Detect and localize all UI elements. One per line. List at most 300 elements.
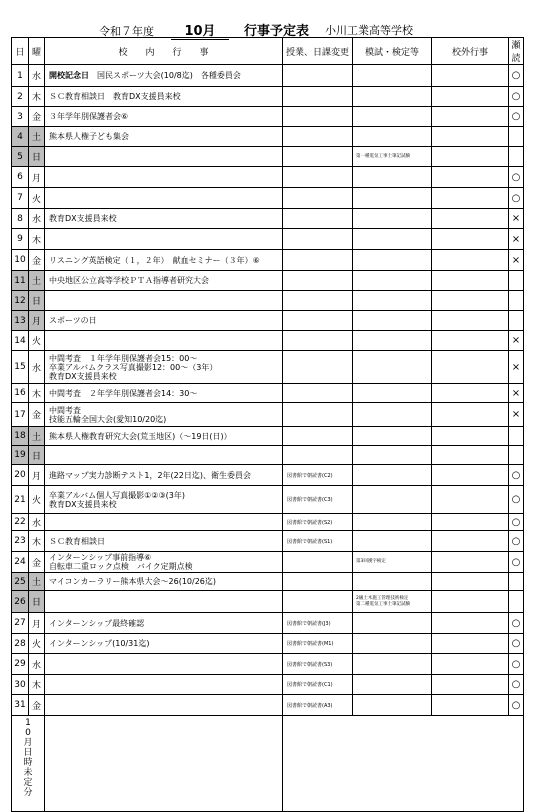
event-text: 技能五輪全国大会(愛知10/20迄): [49, 414, 167, 424]
event-text: ＳＣ教育相談日: [49, 536, 105, 546]
outside-cell: [432, 446, 509, 465]
class-change-cell: [283, 87, 353, 107]
events-cell: [45, 147, 283, 167]
exams-cell: [353, 127, 432, 147]
outside-cell: [432, 531, 509, 552]
akahi-mark: [509, 427, 524, 446]
table-row: [12, 634, 524, 654]
outside-cell: [432, 250, 509, 271]
akahi-mark: [509, 291, 524, 311]
day-cell: 16: [12, 384, 29, 403]
memo-char: 日: [23, 748, 33, 758]
exams-cell: [353, 654, 432, 675]
memo-char: 定: [23, 778, 33, 788]
table-row: [12, 465, 524, 486]
outside-cell: [432, 107, 509, 127]
outside-cell: [432, 486, 509, 514]
table-row: [12, 167, 524, 188]
schedule-table: [11, 37, 524, 812]
day-cell: 23: [12, 531, 29, 552]
weekday-cell: 月: [29, 613, 45, 634]
events-cell: [45, 87, 283, 107]
events-cell: [45, 188, 283, 209]
table-row: [12, 514, 524, 531]
col-exams: 模試・検定等: [353, 38, 432, 65]
outside-cell: [432, 127, 509, 147]
exams-cell: [353, 311, 432, 331]
exams-cell: [353, 465, 432, 486]
akahi-mark: ○: [509, 107, 524, 127]
memo-char: 月: [23, 738, 33, 748]
exams-cell: [353, 446, 432, 465]
day-cell: 25: [12, 573, 29, 591]
day-cell: 20: [12, 465, 29, 486]
memo-char: 0: [25, 728, 31, 738]
event-lead: 開校記念日: [49, 71, 89, 80]
class-change-cell: [283, 552, 353, 573]
exam-text: 第3回漢字検定: [356, 559, 386, 564]
exams-cell: [353, 695, 432, 716]
events-cell: [45, 291, 283, 311]
outside-cell: [432, 384, 509, 403]
exams-cell: [353, 634, 432, 654]
events-cell: [45, 65, 283, 87]
akahi-mark: [509, 311, 524, 331]
col-events: 校 内 行 事: [45, 38, 283, 65]
weekday-cell: 木: [29, 87, 45, 107]
col-outside: 校外行事: [432, 38, 509, 65]
akahi-mark: [509, 127, 524, 147]
table-row: [12, 271, 524, 291]
table-row: [12, 291, 524, 311]
weekday-cell: 金: [29, 403, 45, 427]
exams-cell: [353, 384, 432, 403]
class-change-cell: [283, 107, 353, 127]
events-cell: [45, 403, 283, 427]
day-cell: 19: [12, 446, 29, 465]
table-row: [12, 446, 524, 465]
outside-cell: [432, 331, 509, 351]
events-cell: [45, 311, 283, 331]
events-cell: [45, 167, 283, 188]
day-cell: 18: [12, 427, 29, 446]
akahi-mark: ○: [509, 87, 524, 107]
class-change-cell: [283, 127, 353, 147]
akahi-mark: ×: [509, 250, 524, 271]
exams-cell: [353, 167, 432, 188]
table-row: [12, 127, 524, 147]
events-cell: [45, 465, 283, 486]
memo-char: 分: [23, 788, 33, 798]
memo-other: [283, 716, 524, 812]
event-text: マイコンカーラリー熊本県大会～26(10/26迄): [49, 577, 216, 586]
outside-cell: [432, 573, 509, 591]
exams-cell: [353, 107, 432, 127]
outside-cell: [432, 188, 509, 209]
akahi-mark: ○: [509, 531, 524, 552]
events-cell: [45, 634, 283, 654]
event-text: ３年学年別保護者会⑥: [49, 112, 129, 121]
table-row: [12, 675, 524, 695]
akahi-mark: ○: [509, 695, 524, 716]
exams-cell: [353, 188, 432, 209]
outside-cell: [432, 675, 509, 695]
weekday-cell: 水: [29, 209, 45, 229]
exams-cell: [353, 514, 432, 531]
weekday-cell: 火: [29, 188, 45, 209]
akahi-mark: ○: [509, 514, 524, 531]
weekday-cell: 月: [29, 167, 45, 188]
event-text: 中間考査 １年学年別保護者会15：00～: [49, 353, 198, 363]
akahi-mark: ×: [509, 384, 524, 403]
events-cell: [45, 229, 283, 250]
events-cell: [45, 331, 283, 351]
weekday-cell: 火: [29, 331, 45, 351]
class-change-cell: 図書館で朝読書(A3): [283, 695, 353, 716]
day-cell: 3: [12, 107, 29, 127]
class-change-cell: 図書館で朝読書(S3): [283, 654, 353, 675]
day-cell: 8: [12, 209, 29, 229]
events-cell: [45, 573, 283, 591]
class-change-cell: [283, 229, 353, 250]
table-row: [12, 87, 524, 107]
day-cell: 30: [12, 675, 29, 695]
outside-cell: [432, 291, 509, 311]
weekday-cell: 木: [29, 384, 45, 403]
exams-cell: [353, 351, 432, 384]
weekday-cell: 土: [29, 573, 45, 591]
table-row: [12, 209, 524, 229]
class-change-cell: [283, 167, 353, 188]
akahi-mark: [509, 147, 524, 167]
akahi-mark: ×: [509, 209, 524, 229]
outside-cell: [432, 613, 509, 634]
table-row: [12, 591, 524, 613]
weekday-cell: 日: [29, 147, 45, 167]
exams-cell: [353, 87, 432, 107]
table-row: [12, 351, 524, 384]
events-cell: [45, 695, 283, 716]
events-cell: [45, 351, 283, 384]
col-akahi: 瀬読: [509, 38, 524, 65]
event-text: 進路マップ実力診断テスト1，2年(22日迄)、衛生委員会: [49, 470, 251, 480]
day-cell: 31: [12, 695, 29, 716]
exam-text: 2級土木施工管理技術検定: [356, 595, 409, 601]
weekday-cell: 日: [29, 291, 45, 311]
event-text: 熊本県人権子ども集会: [49, 132, 129, 141]
class-change-cell: [283, 311, 353, 331]
day-cell: 7: [12, 188, 29, 209]
page-title: 行事予定表: [244, 24, 310, 39]
event-text: 中央地区公立高等学校ＰＴＡ指導者研究大会: [49, 276, 209, 285]
event-text: 教育DX支援員来校: [49, 371, 117, 381]
col-day: 日: [12, 38, 29, 65]
table-row: [12, 427, 524, 446]
day-cell: 21: [12, 486, 29, 514]
day-cell: 9: [12, 229, 29, 250]
school-name: 小川工業高等学校: [325, 24, 413, 37]
weekday-cell: 火: [29, 486, 45, 514]
table-row: [12, 65, 524, 87]
day-cell: 4: [12, 127, 29, 147]
class-change-cell: [283, 403, 353, 427]
outside-cell: [432, 147, 509, 167]
exams-cell: [353, 331, 432, 351]
table-row: [12, 695, 524, 716]
outside-cell: [432, 591, 509, 613]
akahi-mark: ×: [509, 331, 524, 351]
akahi-mark: ○: [509, 552, 524, 573]
class-change-cell: [283, 271, 353, 291]
class-change-cell: [283, 427, 353, 446]
akahi-mark: ○: [509, 613, 524, 634]
weekday-cell: 土: [29, 127, 45, 147]
exams-cell: [353, 675, 432, 695]
akahi-mark: ○: [509, 65, 524, 87]
akahi-mark: ○: [509, 167, 524, 188]
event-text: 教育DX支援員来校: [49, 214, 117, 223]
day-cell: 11: [12, 271, 29, 291]
weekday-cell: 水: [29, 514, 45, 531]
class-change-cell: 図書館で朝読書(C1): [283, 675, 353, 695]
outside-cell: [432, 552, 509, 573]
exams-cell: [353, 531, 432, 552]
akahi-mark: ○: [509, 188, 524, 209]
outside-cell: [432, 351, 509, 384]
day-cell: 29: [12, 654, 29, 675]
day-cell: 2: [12, 87, 29, 107]
event-text: スポーツの日: [49, 316, 97, 325]
class-change-cell: [283, 65, 353, 87]
outside-cell: [432, 167, 509, 188]
akahi-mark: [509, 446, 524, 465]
exams-cell: [353, 427, 432, 446]
class-change-cell: 図書館で朝読書(S2): [283, 514, 353, 531]
day-cell: 13: [12, 311, 29, 331]
day-cell: 24: [12, 552, 29, 573]
weekday-cell: 水: [29, 654, 45, 675]
exams-cell: [353, 271, 432, 291]
class-change-cell: [283, 384, 353, 403]
event-text: 卒業アルバム個人写真撮影①②③(3年): [49, 490, 185, 500]
akahi-mark: ○: [509, 654, 524, 675]
exam-text: 第一種電気工事士筆記試験: [356, 153, 410, 159]
weekday-cell: 水: [29, 351, 45, 384]
event-text: 国民スポーツ大会(10/8迄) 各種委員会: [89, 71, 241, 80]
exams-cell: [353, 613, 432, 634]
day-cell: 22: [12, 514, 29, 531]
outside-cell: [432, 427, 509, 446]
outside-cell: [432, 514, 509, 531]
table-row: [12, 107, 524, 127]
class-change-cell: 図書館で朝読書(C3): [283, 486, 353, 514]
exam-text: 第二種電気工事士筆記試験: [356, 601, 410, 607]
events-cell: [45, 127, 283, 147]
exams-cell: [353, 552, 432, 573]
events-cell: [45, 591, 283, 613]
exams-cell: [353, 573, 432, 591]
events-cell: [45, 271, 283, 291]
event-text: 卒業アルバムクラス写真撮影12：00～（3年）: [49, 362, 218, 372]
outside-cell: [432, 271, 509, 291]
class-change-cell: [283, 591, 353, 613]
events-cell: [45, 486, 283, 514]
weekday-cell: 金: [29, 107, 45, 127]
memo-events: [45, 716, 283, 812]
exams-cell: [353, 147, 432, 167]
table-row: [12, 147, 524, 167]
class-change-cell: [283, 147, 353, 167]
akahi-mark: [509, 573, 524, 591]
events-cell: [45, 427, 283, 446]
events-cell: [45, 675, 283, 695]
table-row: [12, 552, 524, 573]
day-cell: 15: [12, 351, 29, 384]
table-row: [12, 573, 524, 591]
event-text: インターンシップ(10/31迄): [49, 639, 150, 648]
table-row: [12, 331, 524, 351]
day-cell: 12: [12, 291, 29, 311]
class-change-cell: [283, 573, 353, 591]
table-row: [12, 613, 524, 634]
outside-cell: [432, 695, 509, 716]
event-text: 中間考査 ２年学年別保護者会14：30～: [49, 388, 198, 398]
events-cell: [45, 384, 283, 403]
class-change-cell: [283, 209, 353, 229]
akahi-mark: ○: [509, 675, 524, 695]
weekday-cell: 土: [29, 427, 45, 446]
day-cell: 26: [12, 591, 29, 613]
outside-cell: [432, 229, 509, 250]
day-cell: 27: [12, 613, 29, 634]
day-cell: 28: [12, 634, 29, 654]
class-change-cell: 図書館で朝読書(J3): [283, 613, 353, 634]
akahi-mark: ×: [509, 351, 524, 384]
weekday-cell: 月: [29, 311, 45, 331]
day-cell: 17: [12, 403, 29, 427]
table-row: [12, 384, 524, 403]
akahi-mark: ○: [509, 634, 524, 654]
table-row: [12, 250, 524, 271]
akahi-mark: ○: [509, 465, 524, 486]
weekday-cell: 金: [29, 250, 45, 271]
schedule-body: [12, 65, 524, 716]
event-text: リスニング英語検定（１，２年） 献血セミナー（３年）⑥: [49, 255, 260, 265]
event-text: 中間考査: [49, 405, 81, 415]
outside-cell: [432, 87, 509, 107]
weekday-cell: 日: [29, 591, 45, 613]
outside-cell: [432, 209, 509, 229]
exams-cell: [353, 486, 432, 514]
weekday-cell: 日: [29, 446, 45, 465]
weekday-cell: 土: [29, 271, 45, 291]
exams-cell: [353, 403, 432, 427]
outside-cell: [432, 654, 509, 675]
weekday-cell: 月: [29, 465, 45, 486]
events-cell: [45, 107, 283, 127]
class-change-cell: 図書館で朝読書(S1): [283, 531, 353, 552]
day-cell: 5: [12, 147, 29, 167]
events-cell: [45, 531, 283, 552]
class-change-cell: 図書館で朝読書(C2): [283, 465, 353, 486]
events-cell: [45, 654, 283, 675]
events-cell: [45, 250, 283, 271]
memo-char: 1: [25, 718, 31, 728]
akahi-mark: [509, 591, 524, 613]
class-change-cell: [283, 291, 353, 311]
event-text: 熊本県人権教育研究大会(荒玉地区)（～19日(日)）: [49, 431, 232, 441]
event-text: インターンシップ最終確認: [49, 618, 145, 628]
col-weekday: 曜: [29, 38, 45, 65]
class-change-cell: [283, 446, 353, 465]
col-class-change: 授業、日課変更: [283, 38, 353, 65]
class-change-cell: [283, 331, 353, 351]
weekday-cell: 木: [29, 675, 45, 695]
outside-cell: [432, 465, 509, 486]
month-label: 10月: [171, 20, 229, 40]
memo-char: 時: [23, 758, 33, 768]
table-row: [12, 486, 524, 514]
memo-char: 未: [23, 768, 33, 778]
memo-label: [12, 716, 45, 812]
weekday-cell: 金: [29, 552, 45, 573]
class-change-cell: 図書館で朝読書(M1): [283, 634, 353, 654]
table-row: [12, 229, 524, 250]
events-cell: [45, 514, 283, 531]
table-row: [12, 188, 524, 209]
exams-cell: [353, 250, 432, 271]
class-change-cell: [283, 188, 353, 209]
outside-cell: [432, 403, 509, 427]
exams-cell: [353, 209, 432, 229]
akahi-mark: ×: [509, 403, 524, 427]
header-row: [12, 38, 524, 65]
events-cell: [45, 209, 283, 229]
memo-row: [12, 716, 524, 812]
akahi-mark: [509, 271, 524, 291]
exams-cell: [353, 291, 432, 311]
outside-cell: [432, 311, 509, 331]
outside-cell: [432, 65, 509, 87]
akahi-mark: ○: [509, 486, 524, 514]
fiscal-year: 令和７年度: [99, 25, 154, 38]
weekday-cell: 木: [29, 531, 45, 552]
day-cell: 6: [12, 167, 29, 188]
table-row: [12, 403, 524, 427]
weekday-cell: 金: [29, 695, 45, 716]
table-row: [12, 311, 524, 331]
event-text: インターンシップ事前指導⑥: [49, 553, 152, 562]
events-cell: [45, 552, 283, 573]
class-change-cell: [283, 250, 353, 271]
weekday-cell: 木: [29, 229, 45, 250]
exams-cell: [353, 65, 432, 87]
event-text: ＳＣ教育相談日 教育DX支援員来校: [49, 92, 181, 101]
akahi-mark: ×: [509, 229, 524, 250]
weekday-cell: 火: [29, 634, 45, 654]
weekday-cell: 水: [29, 65, 45, 87]
day-cell: 10: [12, 250, 29, 271]
page-header: [0, 0, 537, 39]
outside-cell: [432, 634, 509, 654]
exams-cell: [353, 591, 432, 613]
day-cell: 14: [12, 331, 29, 351]
events-cell: [45, 613, 283, 634]
class-change-cell: [283, 351, 353, 384]
events-cell: [45, 446, 283, 465]
table-row: [12, 531, 524, 552]
exams-cell: [353, 229, 432, 250]
